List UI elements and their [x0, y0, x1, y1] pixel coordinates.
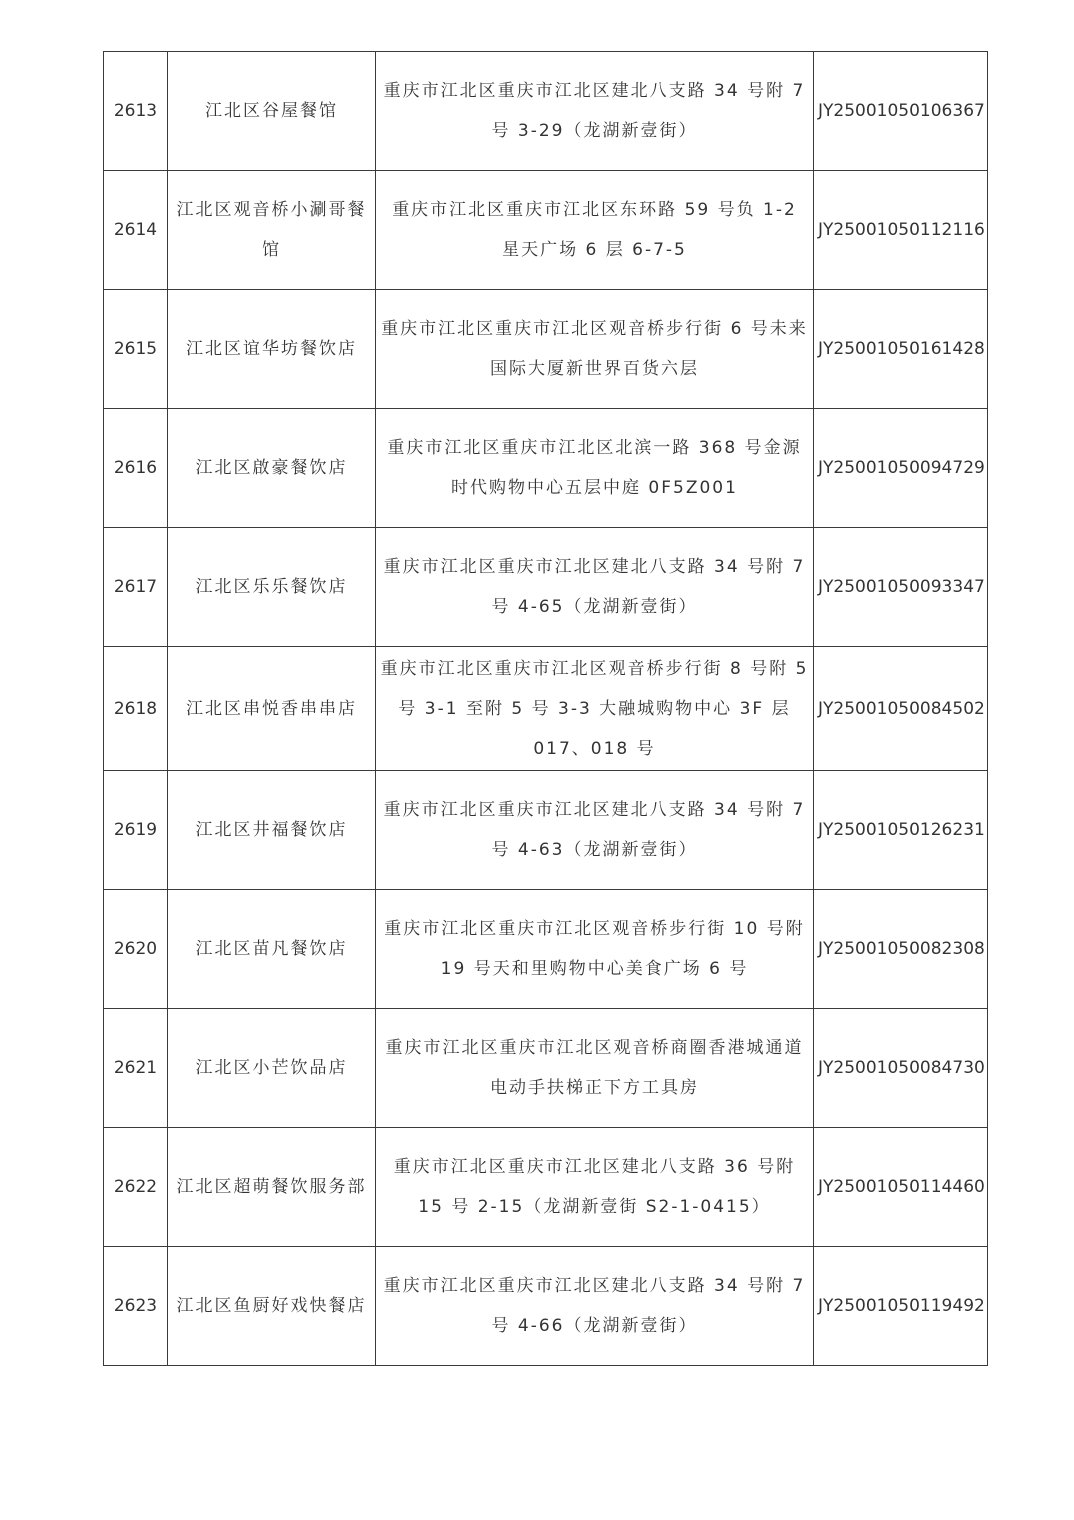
license-number-cell: JY25001050082308	[814, 890, 988, 1009]
business-name-cell: 江北区井福餐饮店	[168, 771, 376, 890]
license-number-cell: JY25001050119492	[814, 1247, 988, 1366]
license-number-cell: JY25001050112116	[814, 171, 988, 290]
address-cell: 重庆市江北区重庆市江北区建北八支路 36 号附 15 号 2-15（龙湖新壹街 S2-1-0415）	[376, 1128, 814, 1247]
table-row	[104, 1009, 988, 1128]
row-number-cell: 2620	[104, 890, 168, 1009]
address-cell: 重庆市江北区重庆市江北区建北八支路 34 号附 7 号 4-63（龙湖新壹街）	[376, 771, 814, 890]
row-number-cell: 2623	[104, 1247, 168, 1366]
address-cell: 重庆市江北区重庆市江北区观音桥商圈香港城通道电动手扶梯正下方工具房	[376, 1009, 814, 1128]
table-row	[104, 290, 988, 409]
row-number-cell: 2617	[104, 528, 168, 647]
table-row	[104, 890, 988, 1009]
business-name-cell: 江北区串悦香串串店	[168, 647, 376, 771]
license-number-cell: JY25001050094729	[814, 409, 988, 528]
table-row	[104, 171, 988, 290]
address-cell: 重庆市江北区重庆市江北区观音桥步行街 10 号附 19 号天和里购物中心美食广场 6 号	[376, 890, 814, 1009]
table-row	[104, 647, 988, 771]
address-cell: 重庆市江北区重庆市江北区建北八支路 34 号附 7 号 3-29（龙湖新壹街）	[376, 52, 814, 171]
license-number-cell: JY25001050114460	[814, 1128, 988, 1247]
address-cell: 重庆市江北区重庆市江北区观音桥步行街 6 号未来国际大厦新世界百货六层	[376, 290, 814, 409]
row-number-cell: 2615	[104, 290, 168, 409]
table-row	[104, 1128, 988, 1247]
license-number-cell: JY25001050084502	[814, 647, 988, 771]
address-cell: 重庆市江北区重庆市江北区东环路 59 号负 1-2 星天广场 6 层 6-7-5	[376, 171, 814, 290]
table-row	[104, 409, 988, 528]
business-name-cell: 江北区啟豪餐饮店	[168, 409, 376, 528]
registry-table-body	[104, 52, 988, 1366]
row-number-cell: 2614	[104, 171, 168, 290]
business-name-cell: 江北区观音桥小涮哥餐馆	[168, 171, 376, 290]
business-name-cell: 江北区谷屋餐馆	[168, 52, 376, 171]
license-number-cell: JY25001050093347	[814, 528, 988, 647]
row-number-cell: 2613	[104, 52, 168, 171]
row-number-cell: 2621	[104, 1009, 168, 1128]
table-row	[104, 771, 988, 890]
address-cell: 重庆市江北区重庆市江北区北滨一路 368 号金源时代购物中心五层中庭 0F5Z001	[376, 409, 814, 528]
address-cell: 重庆市江北区重庆市江北区建北八支路 34 号附 7 号 4-66（龙湖新壹街）	[376, 1247, 814, 1366]
business-name-cell: 江北区谊华坊餐饮店	[168, 290, 376, 409]
business-name-cell: 江北区苗凡餐饮店	[168, 890, 376, 1009]
row-number-cell: 2619	[104, 771, 168, 890]
business-name-cell: 江北区乐乐餐饮店	[168, 528, 376, 647]
table-row	[104, 1247, 988, 1366]
row-number-cell: 2622	[104, 1128, 168, 1247]
business-name-cell: 江北区小芒饮品店	[168, 1009, 376, 1128]
license-number-cell: JY25001050161428	[814, 290, 988, 409]
license-number-cell: JY25001050126231	[814, 771, 988, 890]
license-number-cell: JY25001050106367	[814, 52, 988, 171]
address-cell: 重庆市江北区重庆市江北区建北八支路 34 号附 7 号 4-65（龙湖新壹街）	[376, 528, 814, 647]
business-name-cell: 江北区鱼厨好戏快餐店	[168, 1247, 376, 1366]
license-number-cell: JY25001050084730	[814, 1009, 988, 1128]
address-cell: 重庆市江北区重庆市江北区观音桥步行街 8 号附 5 号 3-1 至附 5 号 3-3 大融城购物中心 3F 层 017、018 号	[376, 647, 814, 771]
row-number-cell: 2618	[104, 647, 168, 771]
row-number-cell: 2616	[104, 409, 168, 528]
table-row	[104, 52, 988, 171]
table-row	[104, 528, 988, 647]
registry-table	[103, 51, 988, 1366]
business-name-cell: 江北区超萌餐饮服务部	[168, 1128, 376, 1247]
